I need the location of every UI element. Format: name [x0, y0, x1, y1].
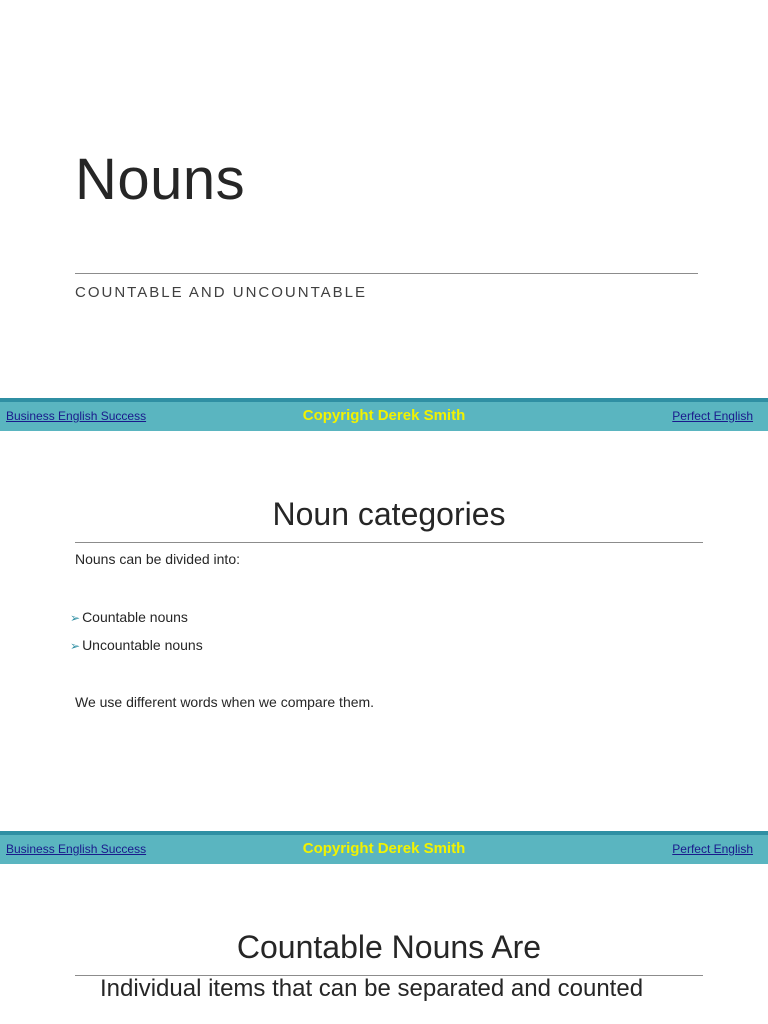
copyright-text: Copyright Derek Smith: [302, 840, 466, 857]
definition-text: Individual items that can be separated and counted: [100, 975, 644, 1002]
title-divider: [75, 273, 698, 274]
slide-title: Nouns: [75, 147, 246, 212]
closing-text: We use different words when we compare them.: [75, 694, 375, 710]
business-english-success-link[interactable]: Business English Success: [6, 409, 147, 423]
perfect-english-link[interactable]: Perfect English: [672, 409, 753, 423]
intro-text: Nouns can be divided into:: [75, 551, 240, 567]
slide-heading: Noun categories: [272, 496, 506, 532]
arrow-bullet-icon: ➢: [70, 611, 81, 625]
business-english-success-link[interactable]: Business English Success: [6, 842, 147, 856]
list-item: [70, 637, 203, 653]
title-slide: [0, 0, 768, 399]
noun-categories-slide: [0, 432, 768, 831]
arrow-bullet-icon: ➢: [70, 639, 81, 653]
copyright-text: Copyright Derek Smith: [302, 407, 466, 424]
list-item: [70, 609, 188, 625]
slide-heading: Countable Nouns Are: [236, 929, 542, 965]
bullet-text: Uncountable nouns: [82, 637, 203, 653]
bullet-text: Countable nouns: [82, 609, 188, 625]
perfect-english-link[interactable]: Perfect English: [672, 842, 753, 856]
footer-bar: [0, 831, 768, 864]
slide-subtitle: COUNTABLE AND UNCOUNTABLE: [75, 284, 367, 301]
countable-nouns-slide: [0, 865, 768, 1024]
footer-bar: [0, 398, 768, 431]
heading-divider: [75, 542, 703, 543]
